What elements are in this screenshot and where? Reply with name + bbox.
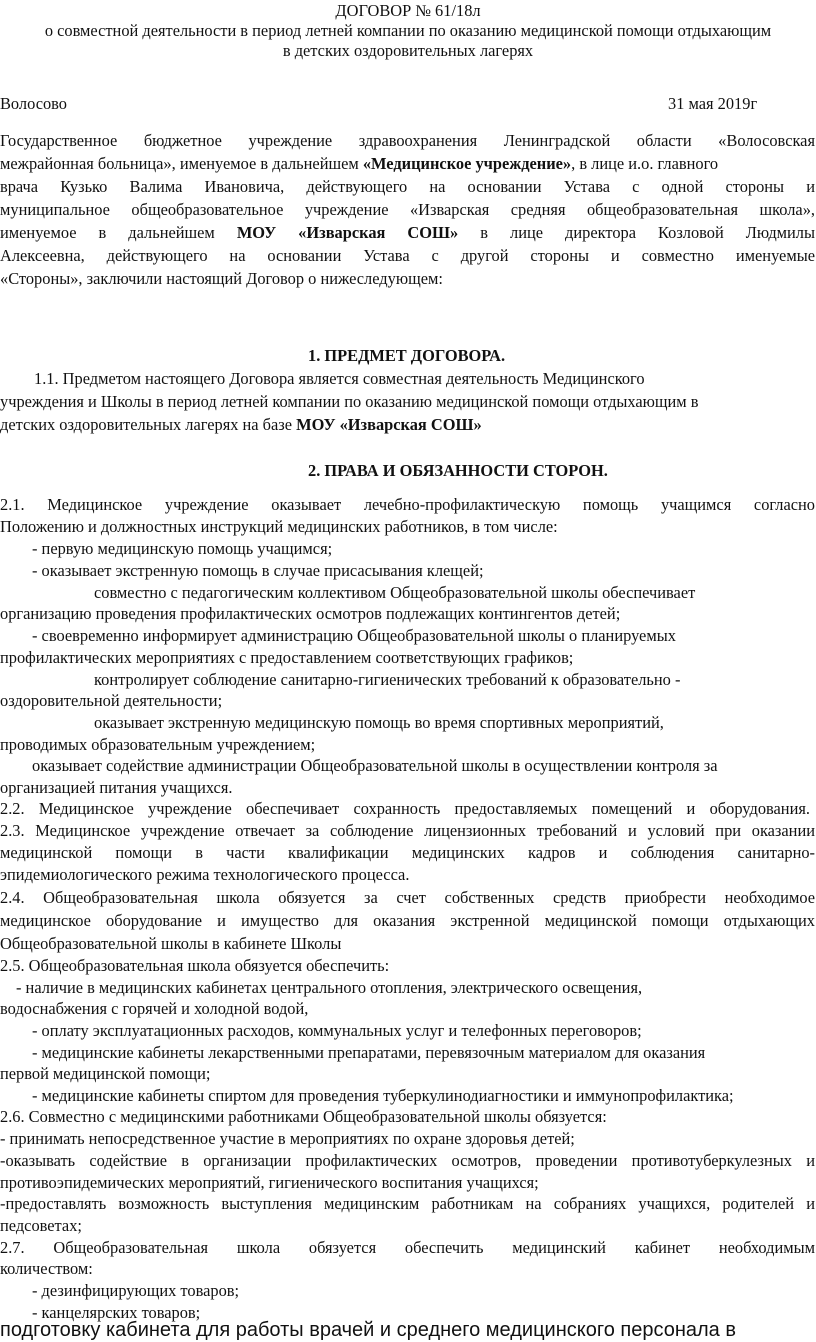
list-item: -оказывать содействие в организации профилактических осмотров, проведении противотуберкулезных и: [0, 1151, 815, 1170]
footer-line: подготовку кабинета для работы врачей и среднего медицинского персонала в: [0, 1319, 736, 1341]
list-item-continuation: водоснабжения с горячей и холодной водой,: [0, 999, 309, 1018]
intro-line-4: муниципальное общеобразовательное учреждение «Изварская средняя общеобразовательная школа»,: [0, 200, 815, 219]
school-term: МОУ «Изварская СОШ»: [236, 223, 459, 242]
section-1-heading-text: 1. ПРЕДМЕТ ДОГОВОРА.: [308, 346, 506, 365]
list-item: - дезинфицирующих товаров;: [32, 1281, 240, 1300]
list-item-continuation: профилактических мероприятиях с предоставлением соответствующих графиков;: [0, 648, 574, 667]
clause-2-6: 2.6. Совместно с медицинскими работниками Общеобразовательной школы обязуется:: [0, 1107, 607, 1126]
clause-2-4-line-2: медицинское оборудование и имущество для оказания экстренной медицинской помощи отдыхающих: [0, 911, 815, 930]
intro-text: именуемое в дальнейшем: [0, 223, 237, 242]
school-term: МОУ «Изварская СОШ»: [296, 415, 482, 434]
clause-2-3-line-1: 2.3. Медицинское учреждение отвечает за соблюдение лицензионных требований и условий при оказании: [0, 821, 815, 840]
list-item: - медицинские кабинеты спиртом для проведения туберкулинодиагностики и иммунопрофилактика;: [32, 1086, 734, 1105]
clause-2-4-line-1: 2.4. Общеобразовательная школа обязуется за счет собственных средств приобрести необходимое: [0, 888, 815, 907]
list-item: - первую медицинскую помощь учащимся;: [32, 539, 333, 558]
list-item-continuation: педсоветах;: [0, 1216, 82, 1235]
list-item-continuation: оздоровительной деятельности;: [0, 691, 223, 710]
intro-line-3: врача Кузько Валима Ивановича, действующего на основании Устава с одной стороны и: [0, 177, 815, 196]
section-1-text: детских оздоровительных лагерях на базе: [0, 415, 297, 434]
intro-text: в лице директора Козловой Людмилы: [458, 223, 815, 242]
clause-2-5: 2.5. Общеобразовательная школа обязуется обеспечить:: [0, 956, 390, 975]
intro-text: межрайонная больница», именуемое в дальнейшем: [0, 154, 363, 173]
list-item-continuation: первой медицинской помощи;: [0, 1064, 211, 1083]
list-item: оказывает экстренную медицинскую помощь во время спортивных мероприятий,: [94, 713, 664, 732]
section-1-heading: [308, 345, 505, 367]
list-item: - канцелярских товаров;: [32, 1303, 201, 1322]
list-item: совместно с педагогическим коллективом Общеобразовательной школы обеспечивает: [94, 583, 696, 602]
list-item: - принимать непосредственное участие в мероприятиях по охране здоровья детей;: [0, 1129, 575, 1148]
intro-text: , в лице и.о. главного: [571, 154, 719, 173]
list-item: - медицинские кабинеты лекарственными препаратами, перевязочным материалом для оказания: [32, 1043, 706, 1062]
list-item-continuation: организацию проведения профилактических осмотров подлежащих контингентов детей;: [0, 604, 621, 623]
document-title: ДОГОВОР № 61/18л: [335, 1, 481, 20]
document-subtitle-line-2: в детских оздоровительных лагерях: [282, 41, 534, 60]
medical-institution-term: «Медицинское учреждение»: [362, 154, 572, 173]
intro-line-6: Алексеевна, действующего на основании Устава с другой стороны и совместно именуемые: [0, 246, 815, 265]
date: 31 мая 2019г: [668, 94, 758, 113]
intro-line-2: [0, 153, 718, 175]
clause-2-1-line-2: Положению и должностных инструкций медицинских работников, в том числе:: [0, 517, 558, 536]
list-item-continuation: противоэпидемических мероприятий, гигиенического воспитания учащихся;: [0, 1173, 539, 1192]
clause-2-1-line-1: 2.1. Медицинское учреждение оказывает лечебно-профилактическую помощь учащимся согласно: [0, 495, 815, 514]
section-1-line-1: 1.1. Предметом настоящего Договора является совместная деятельность Медицинского: [34, 369, 645, 388]
list-item: - оказывает экстренную помощь в случае присасывания клещей;: [32, 561, 484, 580]
intro-line-1: Государственное бюджетное учреждение здравоохранения Ленинградской области «Волосовская: [0, 131, 815, 150]
clause-2-7-line-2: количеством:: [0, 1259, 93, 1278]
section-2-heading: [308, 460, 608, 482]
document-subtitle-line-1: о совместной деятельности в период летней компании по оказанию медицинской помощи отдыхающим: [44, 21, 772, 40]
section-1-line-2: учреждения и Школы в период летней компании по оказанию медицинской помощи отдыхающим в: [0, 392, 699, 411]
place: Волосово: [0, 94, 67, 113]
section-1-line-3: [0, 414, 482, 436]
list-item: - наличие в медицинских кабинетах центрального отопления, электрического освещения,: [16, 978, 643, 997]
list-item-continuation: организацией питания учащихся.: [0, 778, 233, 797]
list-item: оказывает содействие администрации Общеобразовательной школы в осуществлении контроля за: [32, 756, 718, 775]
list-item: - своевременно информирует администрацию Общеобразовательной школы о планируемых: [32, 626, 676, 645]
clause-2-7-line-1: 2.7. Общеобразовательная школа обязуется обеспечить медицинский кабинет необходимым: [0, 1238, 815, 1257]
clause-2-2: 2.2. Медицинское учреждение обеспечивает сохранность предоставляемых помещений и оборудования.: [0, 799, 810, 818]
intro-line-7: «Стороны», заключили настоящий Договор о нижеследующем:: [0, 269, 443, 288]
clause-2-4-line-3: Общеобразовательной школы в кабинете Школы: [0, 934, 342, 953]
intro-line-5: [0, 222, 815, 244]
clause-2-3-line-2: медицинской помощи в части квалификации медицинских кадров и соблюдения санитарно-: [0, 843, 815, 862]
list-item: - оплату эксплуатационных расходов, коммунальных услуг и телефонных переговоров;: [32, 1021, 642, 1040]
list-item-continuation: проводимых образовательным учреждением;: [0, 735, 316, 754]
clause-2-3-line-3: эпидемиологического режима технологического процесса.: [0, 865, 410, 884]
section-2-heading-text: 2. ПРАВА И ОБЯЗАННОСТИ СТОРОН.: [308, 461, 608, 480]
list-item: -предоставлять возможность выступления медицинским работникам на собраниях учащихся, родителей и: [0, 1194, 815, 1213]
list-item: контролирует соблюдение санитарно-гигиенических требований к образовательно -: [94, 670, 681, 689]
